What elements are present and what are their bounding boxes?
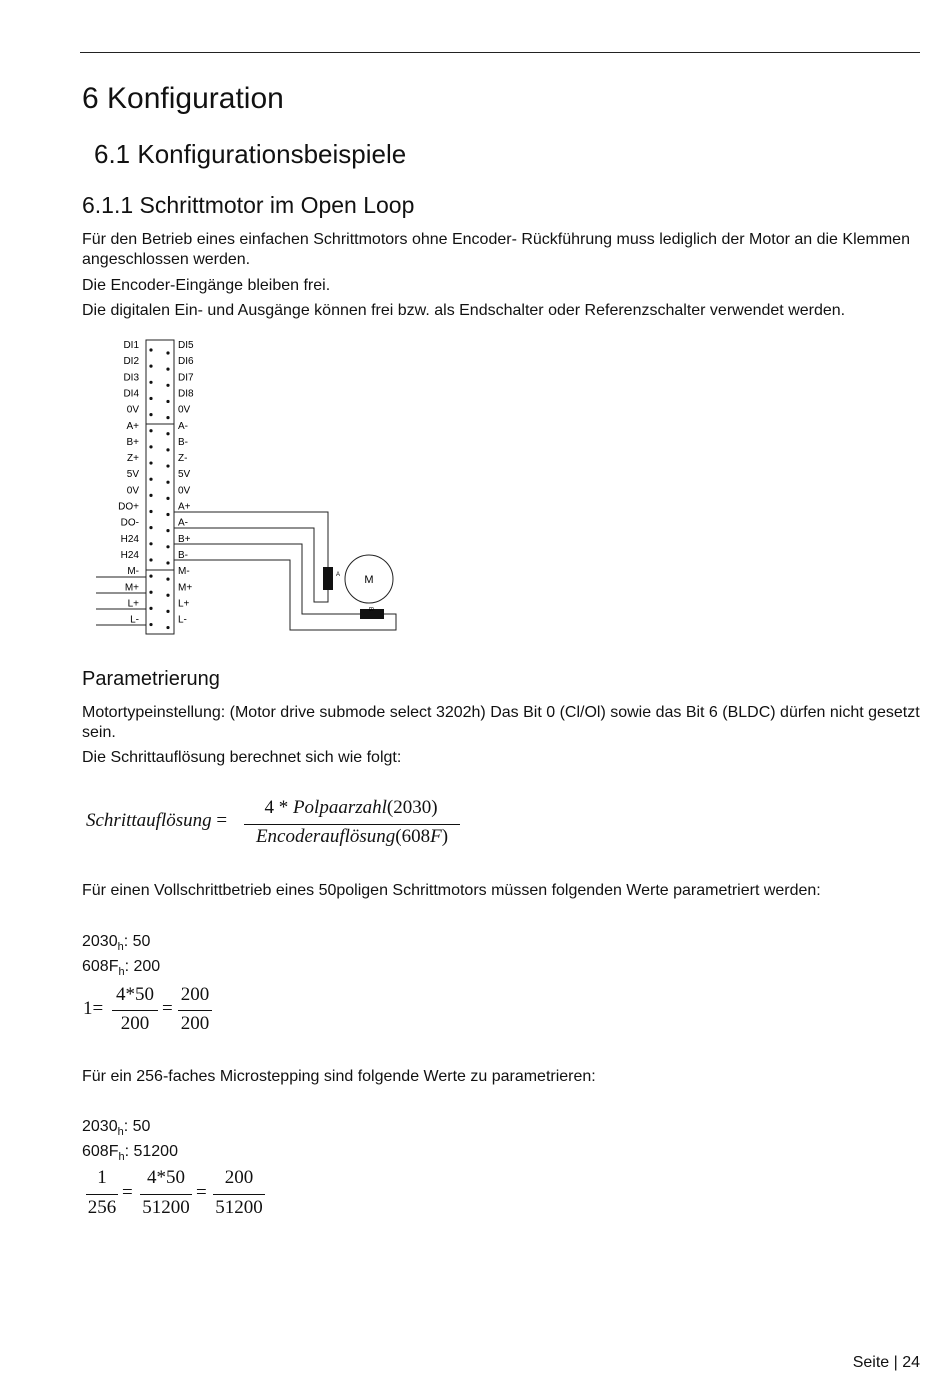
terminal-dot-left [149,381,152,384]
terminal-label-right: 0V [178,404,191,416]
terminal-dot-left [149,413,152,416]
formula-fraction-line [244,824,460,825]
terminal-dot-right [166,561,169,564]
example1-f1-line [112,1010,158,1011]
terminal-dot-right [166,400,169,403]
example1-f1-denominator: 200 [120,1013,150,1034]
coil-a-label: A [336,572,341,578]
terminal-label-right: A+ [178,501,191,513]
example1-f2-numerator: 200 [180,984,210,1005]
example2-equals-2: = [196,1182,207,1203]
param-paragraph-2: Die Schrittauflösung berechnet sich wie folgt: [82,749,402,766]
terminal-dot-left [149,429,152,432]
terminal-label-left: 5V [126,469,139,481]
terminal-label-left: DI2 [123,356,139,368]
terminal-dot-right [166,626,169,629]
example2-f1-numerator: 4*50 [147,1167,185,1188]
example2-f0-denominator: 256 [87,1197,117,1218]
terminal-dot-right [166,545,169,548]
example2-intro: Für ein 256-faches Microstepping sind folgende Werte zu parametrieren: [82,1068,596,1085]
terminal-label-left: M+ [124,582,139,594]
terminal-label-right: A- [178,517,188,529]
terminal-label-right: M- [178,566,190,578]
terminal-dot-left [149,365,152,368]
terminal-label-left: Z+ [127,453,139,465]
terminal-dot-right [166,432,169,435]
terminal-label-left: DO- [120,517,139,529]
terminal-label-left: DI1 [123,340,139,351]
example2-f0-line [86,1194,118,1195]
page-number: Seite | 24 [852,1354,920,1371]
terminal-label-left: H24 [120,533,139,545]
terminal-label-right: B+ [178,533,191,545]
terminal-label-left: DI4 [123,388,139,400]
terminal-dot-left [149,591,152,594]
terminal-dot-right [166,384,169,387]
terminal-dot-left [149,510,152,513]
intro-paragraph-3: Die digitalen Ein- und Ausgänge können frei bzw. als Endschalter oder Referenzschalter verwendet werden. [82,302,846,319]
coil-b-label: B [367,607,373,612]
terminal-dot-left [149,494,152,497]
terminal-dots [149,348,169,629]
terminal-label-right: 0V [178,485,191,497]
example1-equals-2: = [162,998,173,1019]
example2-f2-denominator: 51200 [215,1197,263,1218]
example1-lhs: 1= [83,998,104,1019]
terminal-dot-left [149,526,152,529]
wiring-diagram [0,0,950,660]
example2-value-2030: $2030_h$: 50 [82,1118,151,1139]
terminal-dot-right [166,351,169,354]
example2-f2-numerator: 200 [224,1167,254,1188]
heading-chapter: 6 Konfiguration [82,82,284,115]
terminal-dot-left [149,623,152,626]
terminal-dot-right [166,594,169,597]
terminal-dot-right [166,481,169,484]
heading-subsection: 6.1.1 Schrittmotor im Open Loop [82,192,415,218]
terminal-label-right: 5V [178,469,191,481]
terminal-dot-right [166,368,169,371]
terminal-dot-right [166,578,169,581]
terminal-label-right: Z- [178,453,188,465]
example1-f1-numerator: 4*50 [116,984,154,1005]
example2-equals-1: = [122,1182,133,1203]
terminal-label-left: M- [127,566,139,578]
terminal-label-left: A+ [126,420,139,432]
terminal-dot-left [149,348,152,351]
terminal-label-left: 0V [126,404,139,416]
heading-section: 6.1 Konfigurationsbeispiele [94,139,407,169]
motor-label: M [364,574,374,586]
terminal-dot-left [149,478,152,481]
terminal-dot-left [149,558,152,561]
example1-value-608f: $608F_h$: 200 [82,958,161,979]
terminal-dot-left [149,607,152,610]
terminal-label-left: L- [130,614,139,626]
terminal-dot-left [149,397,152,400]
terminal-label-left: H24 [120,549,139,561]
terminal-labels-right [178,340,194,626]
terminal-dot-right [166,513,169,516]
terminal-label-left: B+ [126,436,139,448]
terminal-label-left: L+ [127,598,139,610]
terminal-label-right: L+ [178,598,190,610]
heading-parametrierung: Parametrierung [82,668,220,690]
terminal-block [146,340,174,634]
example2-value-608f: $608F_h$: 51200 [82,1143,178,1164]
terminal-dot-left [149,461,152,464]
terminal-label-left: DO+ [118,501,139,513]
example2-f2-line [213,1194,265,1195]
terminal-dot-right [166,529,169,532]
terminal-label-right: DI8 [178,388,194,400]
terminal-label-right: L- [178,614,187,626]
example2-f0-numerator: 1 [97,1167,107,1188]
terminal-dot-left [149,445,152,448]
terminal-labels-left [118,340,139,626]
terminal-label-right: B- [178,436,188,448]
coil-a [323,567,333,590]
formula-numerator: 4 * Polpaarzahl(2030) [264,797,438,818]
intro-paragraph-2: Die Encoder-Eingänge bleiben frei. [82,277,331,294]
terminal-dot-right [166,497,169,500]
intro-paragraph-1: Für den Betrieb eines einfachen Schrittmotors ohne Encoder- Rückführung muss lediglich der Motor an die Klemmen angeschlossen werden. [82,231,910,268]
terminal-dot-right [166,416,169,419]
terminal-dot-right [166,610,169,613]
terminal-label-right: M+ [178,582,193,594]
param-paragraph-1: Motortypeinstellung: (Motor drive submode select 3202h) Das Bit 0 (Cl/Ol) sowie das Bit 6 (BLDC) dürfen nicht gesetzt sein. [82,704,920,741]
example2-f1-denominator: 51200 [142,1197,190,1218]
example1-f2-line [178,1010,212,1011]
terminal-label-left: 0V [126,485,139,497]
example1-intro: Für einen Vollschrittbetrieb eines 50poligen Schrittmotors müssen folgenden Werte parametriert werden: [82,882,821,899]
example1-f2-denominator: 200 [180,1013,210,1034]
terminal-label-right: DI5 [178,340,194,351]
terminal-dot-right [166,448,169,451]
terminal-dot-left [149,575,152,578]
terminal-dot-right [166,464,169,467]
formula-denominator: Encoderauflösung(608F) [255,826,449,847]
terminal-label-right: A- [178,420,188,432]
terminal-label-right: DI6 [178,356,194,368]
terminal-label-left: DI3 [123,372,139,384]
terminal-dot-left [149,542,152,545]
terminal-label-right: B- [178,549,188,561]
example2-f1-line [140,1194,192,1195]
example1-value-2030: $2030_h$: 50 [82,933,151,954]
terminal-label-right: DI7 [178,372,194,384]
formula-lhs: Schrittauflösung = [86,810,228,831]
